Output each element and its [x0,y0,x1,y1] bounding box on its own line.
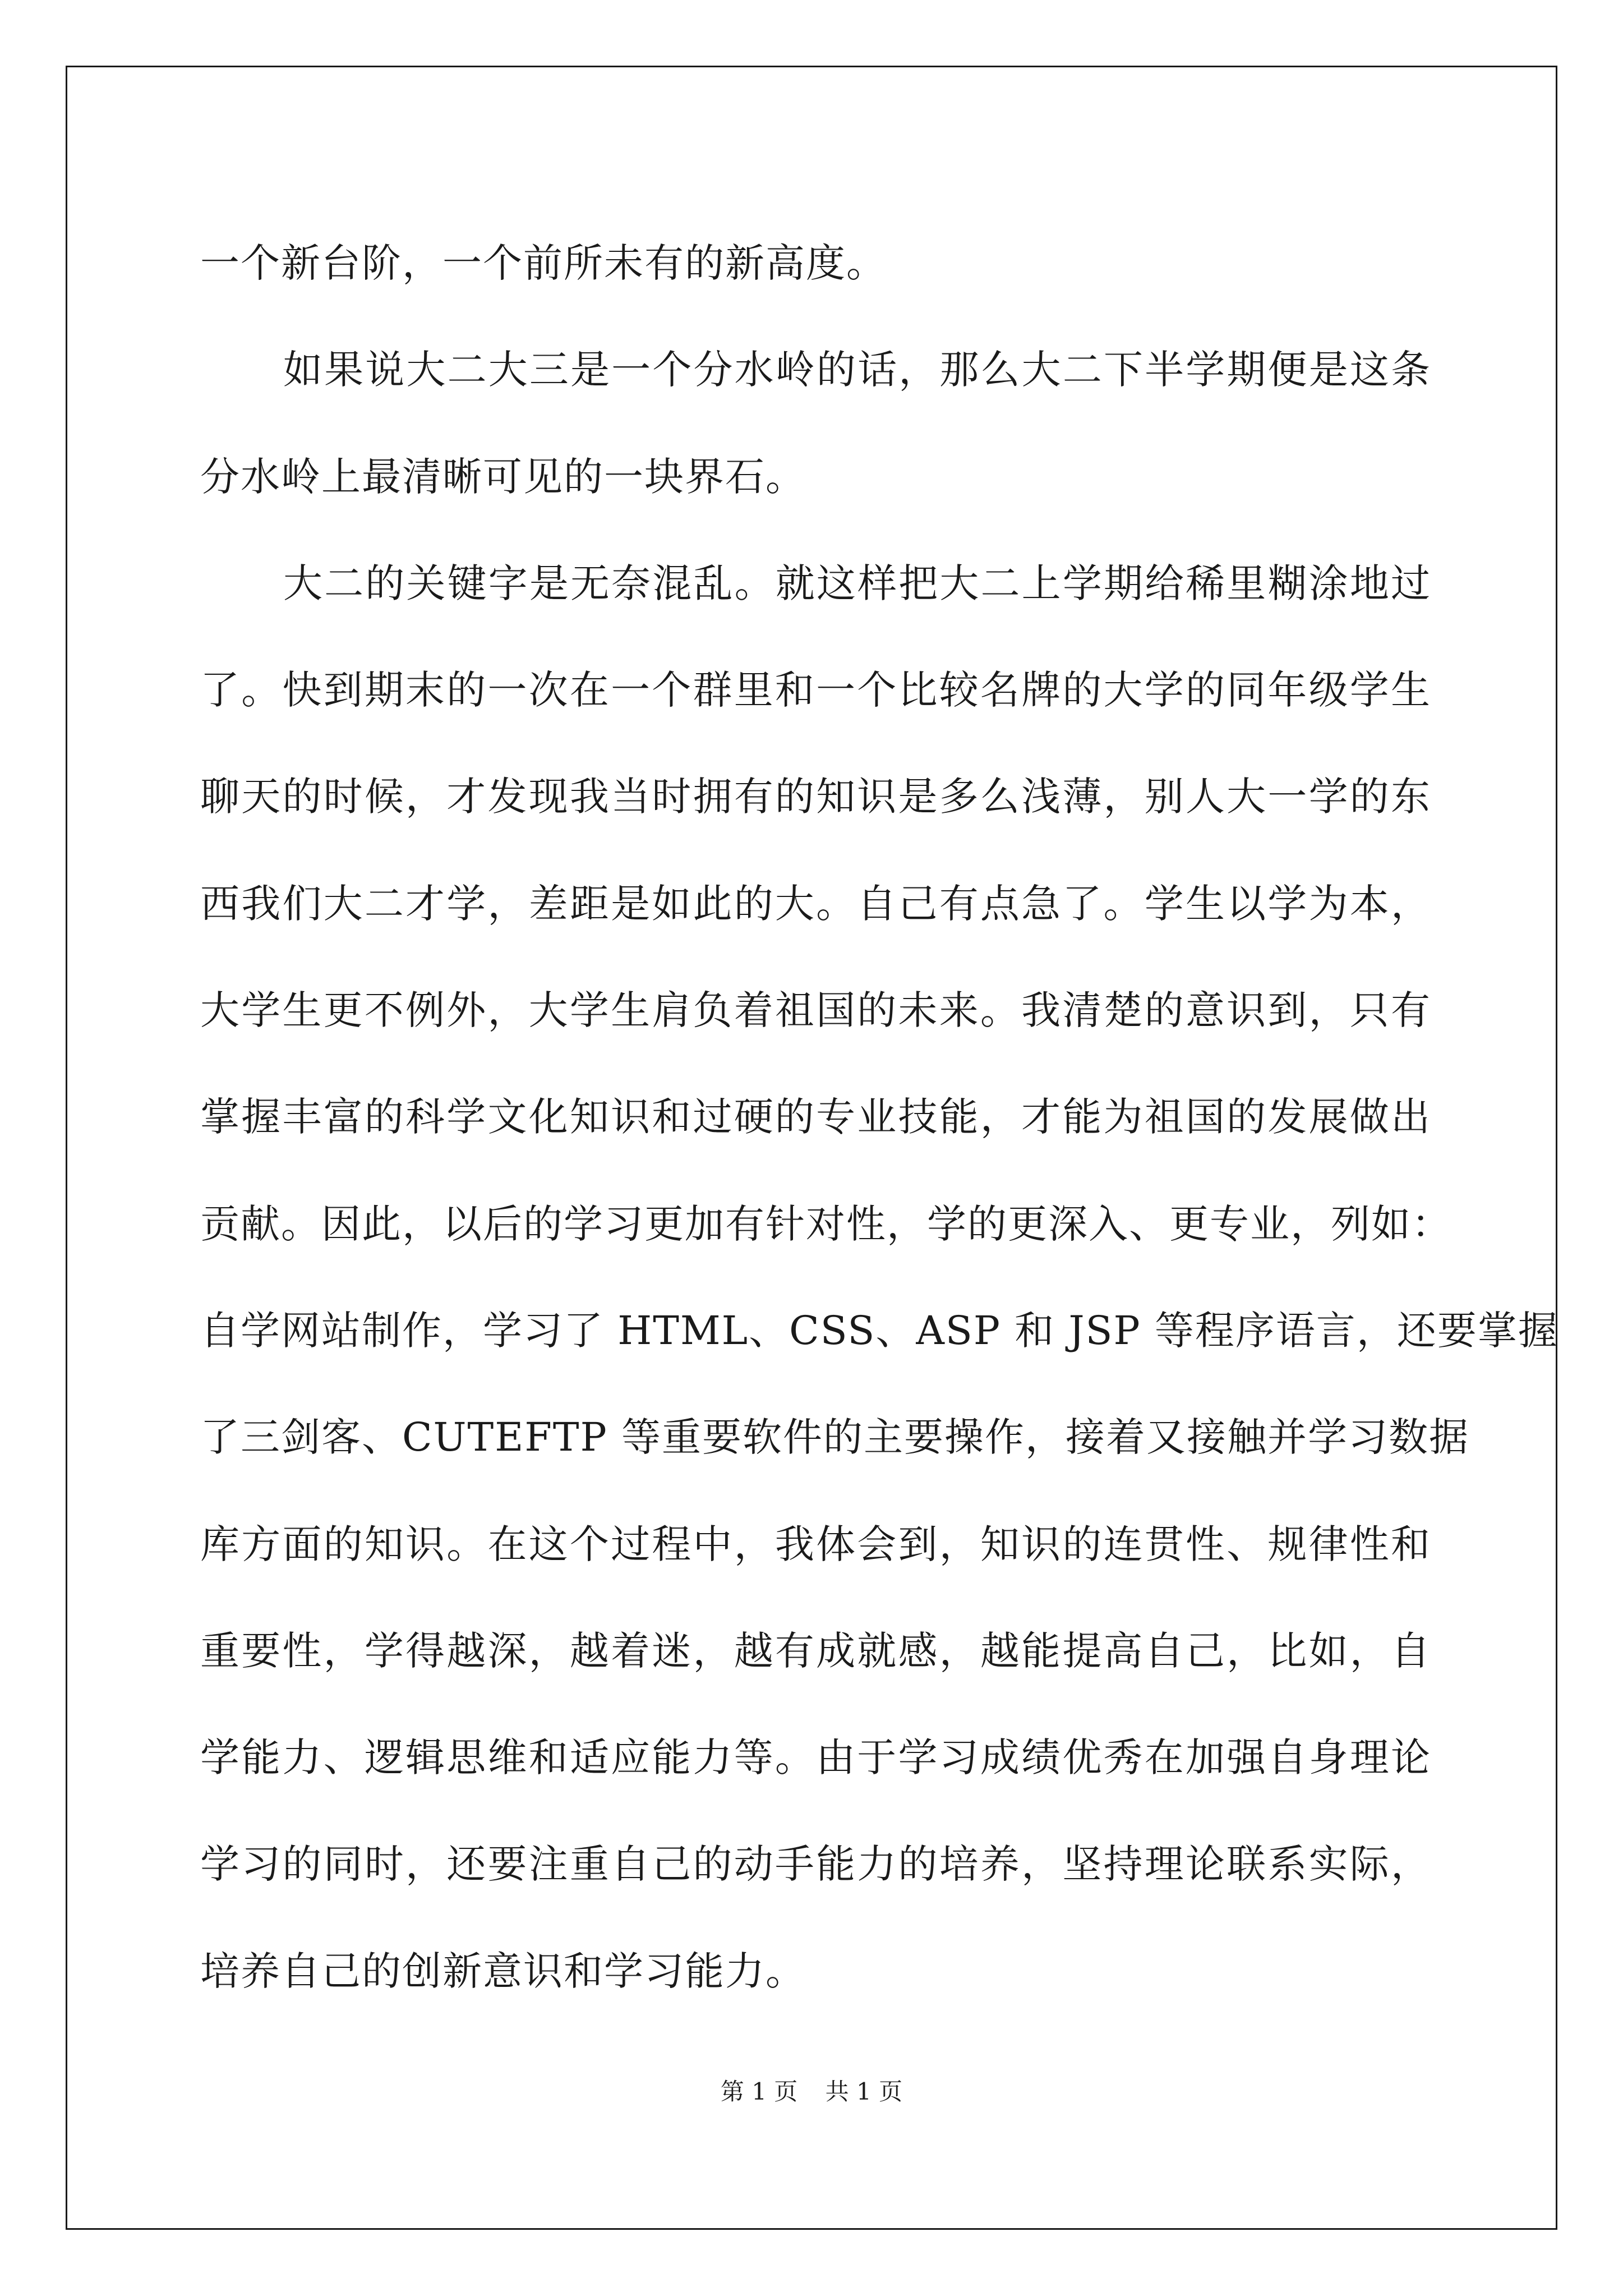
text-line: 重要性，学得越深，越着迷，越有成就感，越能提高自己，比如，自 [200,1627,1431,1674]
text-line: 了三剑客、CUTEFTP 等重要软件的主要操作，接着又接触并学习数据 [200,1414,1469,1461]
text-line: 大二的关键字是无奈混乱。就这样把大二上学期给稀里糊涂地过 [283,560,1431,606]
text-line: 分水岭上最清晰可见的一块界石。 [200,453,806,500]
text-line: 一个新台阶，一个前所未有的新高度。 [200,240,887,286]
page-total: 共 1 页 [825,2078,903,2105]
text-line: 如果说大二大三是一个分水岭的话，那么大二下半学期便是这条 [283,347,1431,393]
text-line: 学习的同时，还要注重自己的动手能力的培养，坚持理论联系实际， [200,1841,1431,1888]
text-line: 大学生更不例外，大学生肩负着祖国的未来。我清楚的意识到，只有 [200,987,1431,1034]
text-line: 了。快到期末的一次在一个群里和一个比较名牌的大学的同年级学生 [200,667,1431,714]
text-line: 库方面的知识。在这个过程中，我体会到，知识的连贯性、规律性和 [200,1521,1431,1567]
text-line: 自学网站制作，学习了 HTML、CSS、ASP 和 JSP 等程序语言，还要掌握 [200,1307,1559,1354]
text-line: 学能力、逻辑思维和适应能力等。由于学习成绩优秀在加强自身理论 [200,1734,1431,1781]
text-line: 培养自己的创新意识和学习能力。 [200,1948,806,1994]
document-body [200,210,1559,2024]
text-line: 西我们大二才学，差距是如此的大。自己有点急了。学生以学为本， [200,880,1431,927]
page-number: 第 1 页 [720,2078,798,2105]
text-line: 掌握丰富的科学文化知识和过硬的专业技能，才能为祖国的发展做出 [200,1094,1431,1140]
text-line: 聊天的时候，才发现我当时拥有的知识是多么浅薄，别人大一学的东 [200,774,1431,820]
page-footer [0,2073,1623,2107]
text-line: 贡献。因此，以后的学习更加有针对性，学的更深入、更专业，列如： [200,1200,1452,1247]
